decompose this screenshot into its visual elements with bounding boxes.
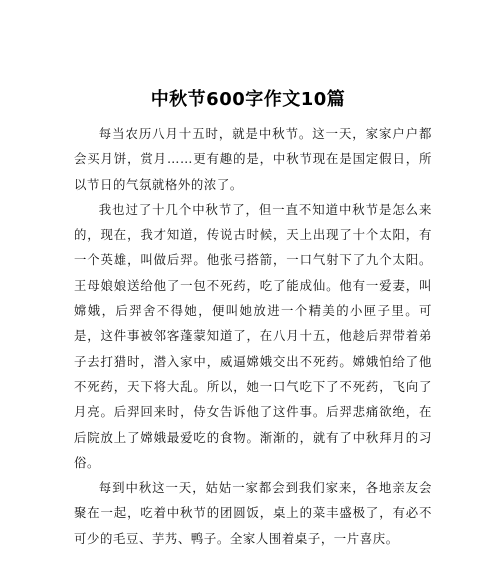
document-body [74, 121, 432, 551]
document-title: 中秋节600字作文10篇 [150, 89, 346, 110]
paragraph-1: 每当农历八月十五时，就是中秋节。这一天，家家户户都会买月饼，赏月……更有趣的是，中秋节现在是国定假日，所以节日的气氛就格外的浓了。 [74, 126, 432, 192]
paragraph-3: 每到中秋这一天，姑姑一家都会到我们家来，各地亲友会聚在一起，吃着中秋节的团圆饭，桌上的菜丰盛极了，有必不可少的毛豆、芋艿、鸭子。全家人围着桌子，一片喜庆。 [74, 480, 432, 546]
paragraph-2: 我也过了十几个中秋节了，但一直不知道中秋节是怎么来的，现在，我才知道，传说古时候，天上出现了十个太阳，有一个英雄，叫做后羿。他张弓搭箭，一口气射下了九个太阳。王母娘娘送给他了一包不死药，吃了能成仙。他有一爱妻，叫嫦娥，后羿舍不得她，便叫她放进一个精美的小匣子里。可是，这件事被邻客蓬蒙知道了，在八月十五，他趁后羿带着弟子去打猎时，潜入家中，威逼嫦娥交出不死药。嫦娥怕给了他不死药，天下将大乱。所以，她一口气吃下了不死药，飞向了月亮。后羿回来时，侍女告诉他了这件事。后羿悲痛欲绝，在后院放上了嫦娥最爱吃的食物。渐渐的，就有了中秋拜月的习俗。 [74, 201, 432, 470]
